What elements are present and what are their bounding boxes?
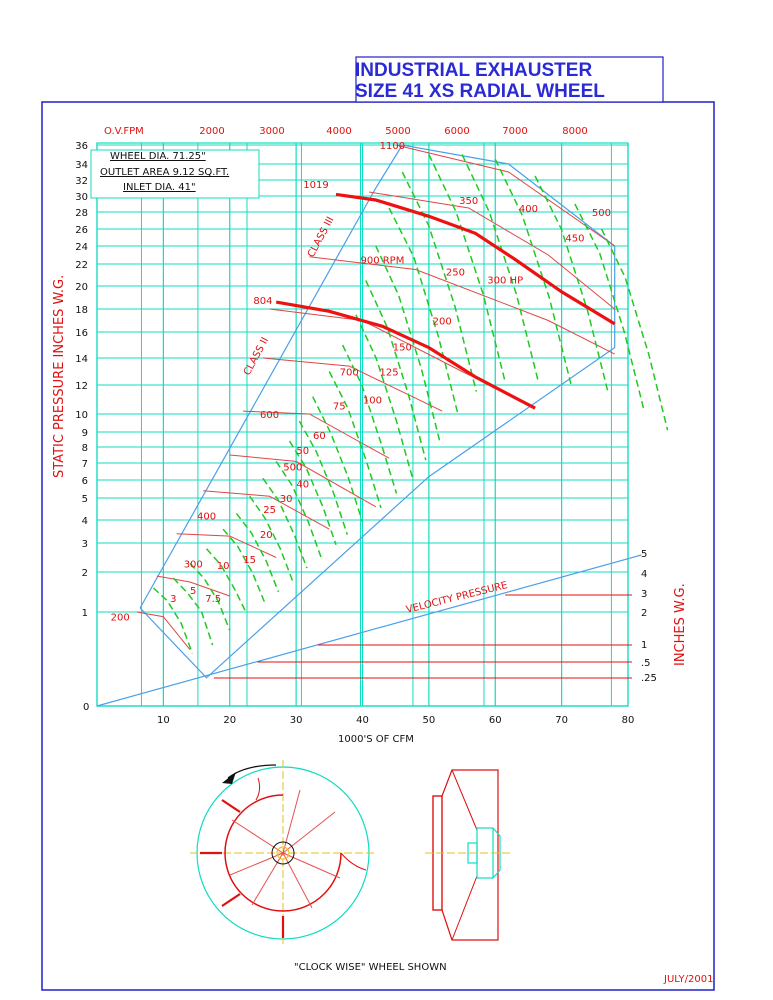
ovfpm-tick-label: 3000 <box>259 126 285 137</box>
y-tick-label: 24 <box>75 242 88 253</box>
hp-label: 450 <box>565 233 585 245</box>
y-tick-label: 3 <box>81 539 88 550</box>
hp-label: 60 <box>312 431 326 442</box>
x-axis-title: 1000'S OF CFM <box>338 734 414 745</box>
title-line-2: SIZE 41 XS RADIAL WHEEL <box>355 81 605 102</box>
hp-label: 250 <box>445 267 465 279</box>
rpm-label: 600 <box>260 410 280 421</box>
x-tick-label: 10 <box>157 715 170 726</box>
hp-label: 5 <box>190 586 197 597</box>
velocity-tick-label: .5 <box>641 658 651 669</box>
y-tick-label: 8 <box>81 443 88 454</box>
y-tick-label: 32 <box>75 176 88 187</box>
velocity-pressure-lines <box>97 555 641 706</box>
rpm-label: 200 <box>110 612 130 624</box>
y-tick-label: 22 <box>75 260 88 271</box>
velocity-tick-label: 2 <box>641 608 648 619</box>
y-tick-label: 4 <box>81 516 88 527</box>
drawing-date: JULY/2001 <box>664 974 714 985</box>
velocity-tick-label: 4 <box>641 569 648 580</box>
spec-inlet-diameter: INLET DIA. 41" <box>123 182 196 193</box>
ovfpm-tick-label: 2000 <box>199 126 225 137</box>
y-tick-label: 9 <box>81 428 88 439</box>
rpm-label: 1100 <box>379 141 406 152</box>
rpm-label: 500 <box>283 462 303 474</box>
class-iii-label: CLASS III <box>305 215 337 260</box>
hp-label: 100 <box>362 395 383 407</box>
velocity-tick-label: 3 <box>641 589 648 600</box>
spec-outlet-area: OUTLET AREA 9.12 SQ.FT. <box>100 167 230 178</box>
hp-label: 40 <box>296 479 310 491</box>
x-tick-label: 60 <box>488 715 502 726</box>
axis-tick-labels <box>75 126 657 726</box>
hp-curve <box>429 155 505 382</box>
y-tick-label: 6 <box>81 476 88 487</box>
rpm-label: 700 <box>339 367 359 379</box>
ovfpm-tick-label: 4000 <box>326 126 352 137</box>
hp-label: 50 <box>296 446 310 458</box>
y-tick-label: 12 <box>75 381 88 392</box>
rpm-label: 1019 <box>303 180 329 191</box>
page-frame <box>42 102 714 990</box>
spec-wheel-diameter: WHEEL DIA. 71.25" <box>110 151 206 162</box>
hp-label: 20 <box>259 529 273 541</box>
y-tick-label: 30 <box>75 192 88 203</box>
hp-label: 350 <box>459 196 479 207</box>
hp-label: 15 <box>243 554 257 566</box>
x-tick-label: 40 <box>356 715 369 726</box>
velocity-pressure-title: VELOCITY PRESSURE <box>405 580 509 616</box>
chart-grid <box>91 143 628 706</box>
y-tick-label: 5 <box>81 494 88 505</box>
hp-label: 300 HP <box>487 275 524 287</box>
rpm-label: 804 <box>253 295 273 307</box>
hp-label: 125 <box>379 367 399 379</box>
x-tick-label: 80 <box>621 715 635 726</box>
x-tick-label: 50 <box>422 715 436 726</box>
velocity-tick-label: 1 <box>641 640 648 651</box>
velocity-tick-label: .25 <box>641 673 657 684</box>
y-tick-label: 36 <box>75 141 88 152</box>
y-tick-label: 20 <box>75 282 88 293</box>
y-tick-label: 18 <box>75 305 88 316</box>
ovfpm-tick-label: 8000 <box>562 126 588 137</box>
hp-curve <box>236 513 278 591</box>
class-ii-label: CLASS II <box>241 335 272 378</box>
right-axis-title: INCHES W.G. <box>673 583 688 666</box>
rpm-label: 300 <box>183 559 203 571</box>
y-tick-label: 2 <box>81 568 88 579</box>
x-tick-label: 30 <box>289 715 303 726</box>
hp-label: 7.5 <box>205 594 222 605</box>
x-tick-label: 0 <box>83 702 90 713</box>
wheel-caption: "CLOCK WISE" WHEEL SHOWN <box>294 962 447 973</box>
hp-label: 10 <box>216 560 230 572</box>
hp-label: 3 <box>170 594 177 605</box>
y-tick-label: 10 <box>75 410 88 421</box>
wheel-side-view <box>425 770 510 940</box>
y-tick-label: 14 <box>75 354 88 365</box>
hp-curve <box>389 208 458 414</box>
hp-label: 200 <box>432 316 452 328</box>
ovfpm-tick-label: 7000 <box>502 126 528 137</box>
y-axis-title: STATIC PRESSURE INCHES W.G. <box>52 274 67 478</box>
wheel-front-view <box>190 760 376 946</box>
y-tick-label: 26 <box>75 225 88 236</box>
y-tick-label: 7 <box>81 459 88 470</box>
x-tick-label: 20 <box>223 715 237 726</box>
rpm-label: 400 <box>196 511 217 523</box>
y-tick-label: 1 <box>81 608 88 619</box>
hp-label: 30 <box>279 494 293 505</box>
hp-label: 150 <box>392 342 412 354</box>
hp-label: 400 <box>518 204 538 215</box>
y-tick-label: 34 <box>75 160 88 171</box>
hp-label: 25 <box>263 505 276 516</box>
ovfpm-tick-label: 6000 <box>444 126 470 137</box>
y-tick-label: 28 <box>75 208 88 219</box>
rpm-label: 900 RPM <box>360 255 405 267</box>
title-line-1: INDUSTRIAL EXHAUSTER <box>355 60 593 81</box>
ovfpm-tick-label: 5000 <box>385 126 411 137</box>
x-tick-label: 70 <box>555 715 568 726</box>
hp-label: 500 <box>591 208 611 219</box>
hp-label: 75 <box>332 401 346 413</box>
top-axis-title: O.V.FPM <box>104 126 144 137</box>
velocity-pressure-line <box>97 555 641 706</box>
velocity-tick-label: 5 <box>641 549 648 560</box>
y-tick-label: 16 <box>75 328 88 339</box>
